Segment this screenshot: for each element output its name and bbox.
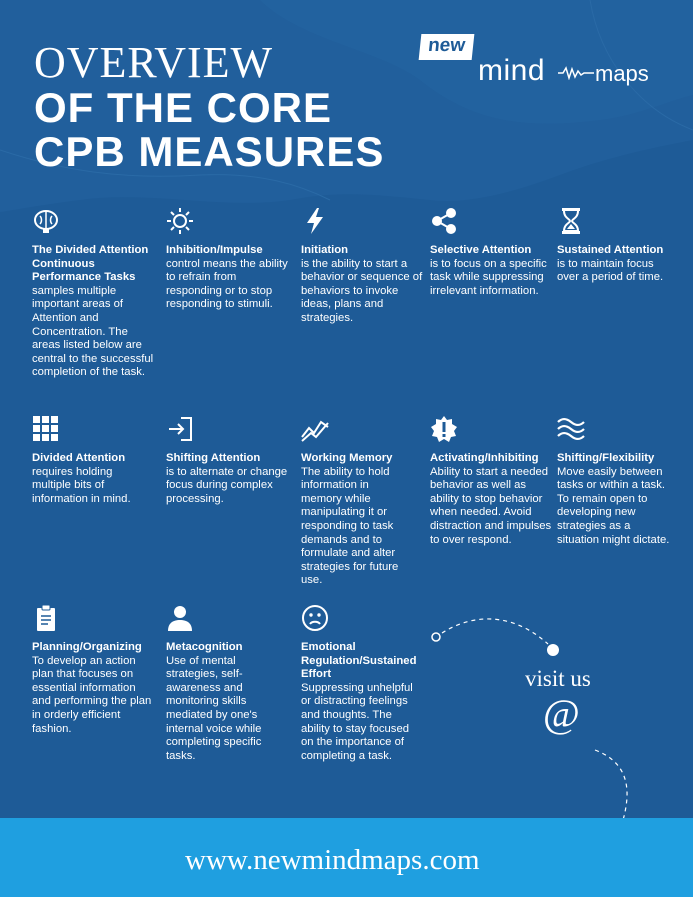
- clipboard-icon: [32, 604, 60, 632]
- measure-text: Suppressing unhelpful or distracting feelings and thoughts. The ability to stay focused on the importance of completing a task.: [301, 681, 413, 762]
- measure-text: Use of mental strategies, self-awareness and monitoring skills mediated by one's internal voice while completing specific tasks.: [166, 654, 262, 762]
- pulse-line-icon: [558, 66, 594, 80]
- logo-new-badge: new: [419, 34, 475, 60]
- measure-heading: The Divided Attention Continuous Performance Tasks: [32, 244, 149, 284]
- sign-in-icon: [166, 415, 194, 443]
- measure-heading: Selective Attention: [430, 244, 532, 256]
- at-symbol: @: [543, 691, 580, 736]
- visit-us-label: visit us: [525, 666, 591, 691]
- logo-maps-text: maps: [595, 61, 649, 86]
- waves-icon: [557, 415, 585, 443]
- measure-activating-inhibiting: [430, 415, 552, 547]
- measure-divided-attention: [32, 415, 154, 506]
- zigzag-chart-icon: [301, 415, 329, 443]
- measure-heading: Metacognition: [166, 641, 243, 653]
- footer-bar: [0, 818, 693, 897]
- measure-text: is to alternate or change focus during complex processing.: [166, 465, 288, 505]
- grid-icon: [32, 415, 60, 443]
- measure-heading: Shifting/Flexibility: [557, 452, 655, 464]
- measure-heading: Emotional Regulation/Sustained Effort: [301, 641, 417, 681]
- share-icon: [430, 207, 458, 235]
- measure-sustained-attention: [557, 207, 675, 285]
- measure-heading: Working Memory: [301, 452, 393, 464]
- title-line-2: OF THE CORE: [34, 84, 333, 131]
- title-line-1: OVERVIEW: [34, 38, 274, 87]
- lightning-icon: [301, 207, 329, 235]
- measure-heading: Divided Attention: [32, 452, 126, 464]
- page-title: [34, 40, 384, 174]
- sun-icon: [166, 207, 194, 235]
- measure-divided-attention-cpt: [32, 207, 157, 380]
- measure-shifting-attention: [166, 415, 288, 506]
- measure-working-memory: [301, 415, 411, 588]
- measure-heading: Shifting Attention: [166, 452, 261, 464]
- website-link[interactable]: www.newmindmaps.com: [185, 844, 480, 876]
- measure-heading: Activating/Inhibiting: [430, 452, 539, 464]
- brain-icon: [32, 207, 60, 235]
- measure-heading: Planning/Organizing: [32, 641, 142, 653]
- measure-inhibition-impulse: [166, 207, 288, 312]
- person-icon: [166, 604, 194, 632]
- measure-text: To develop an action plan that focuses on essential information and performing the plan in orderly efficient fashion.: [32, 654, 152, 735]
- measure-text: Move easily between tasks or within a task. To remain open to developing new strategies as a situation might dictate.: [557, 465, 670, 546]
- measure-text: control means the ability to refrain from responding or to stop responding to stimuli.: [166, 257, 288, 311]
- measure-selective-attention: [430, 207, 552, 298]
- measure-heading: Inhibition/Impulse: [166, 244, 263, 256]
- title-line-3: CPB MEASURES: [34, 128, 385, 175]
- measure-text: samples multiple important areas of Attention and Concentration. The areas listed below are central to the successful completion of the task.: [32, 284, 154, 379]
- measure-metacognition: [166, 604, 288, 763]
- measure-emotional-regulation: [301, 604, 416, 763]
- measure-text: Ability to start a needed behavior as well as ability to stop behavior when needed. Avoid distraction and impulses to over respond.: [430, 465, 552, 546]
- measure-planning-organizing: [32, 604, 154, 736]
- measure-text: is to maintain focus over a period of time.: [557, 257, 664, 284]
- measure-heading: Initiation: [301, 244, 349, 256]
- measure-text: requires holding multiple bits of information in mind.: [32, 465, 131, 505]
- measure-text: The ability to hold information in memory while manipulating it or responding to task demands and to formulate and alter strategies for future use.: [301, 465, 399, 587]
- new-mind-maps-logo: [420, 34, 670, 94]
- hourglass-icon: [557, 207, 585, 235]
- sad-face-icon: [301, 604, 329, 632]
- measure-text: is the ability to start a behavior or sequence of behaviors to invoke ideas, plans and strategies.: [301, 257, 423, 324]
- logo-mind-text: mind: [478, 54, 546, 87]
- measure-heading: Sustained Attention: [557, 244, 664, 256]
- warning-icon: [430, 415, 458, 443]
- measure-initiation: [301, 207, 423, 326]
- measure-shifting-flexibility: [557, 415, 675, 547]
- measure-text: is to focus on a specific task while suppressing irrelevant information.: [430, 257, 547, 297]
